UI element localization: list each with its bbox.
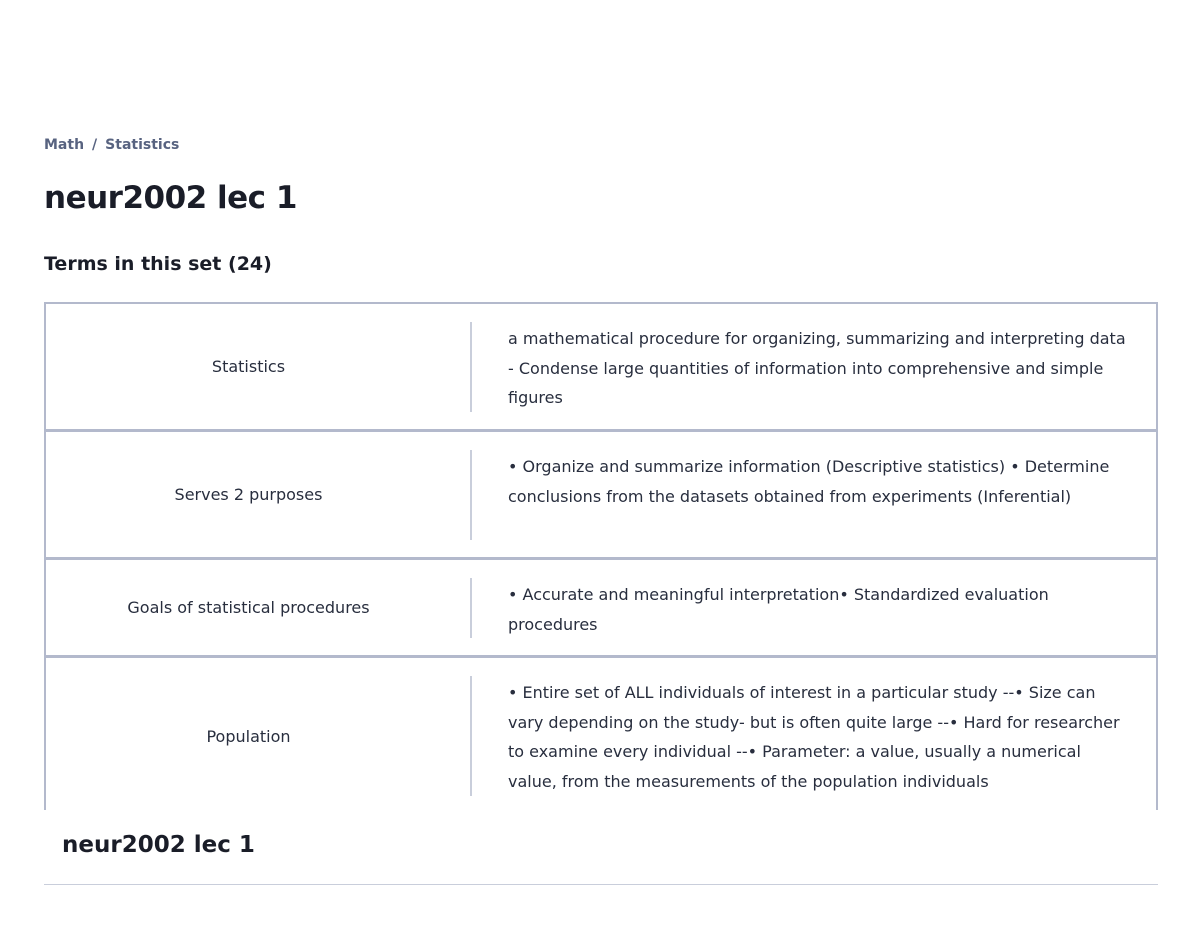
- term-row: [46, 304, 1156, 432]
- term-divider: [470, 578, 472, 638]
- term-word: Statistics: [211, 357, 286, 376]
- term-divider: [470, 676, 472, 796]
- term-word: Serves 2 purposes: [174, 485, 323, 504]
- term-word: Population: [206, 726, 291, 746]
- term-definition: • Organize and summarize information (Descriptive statistics) • Determine conclusions from the datasets obtained from experiments (Inferential): [508, 457, 1110, 506]
- term-row: [46, 432, 1156, 560]
- breadcrumb-item-statistics[interactable]: Statistics: [105, 137, 180, 153]
- term-definition: • Entire set of ALL individuals of interest in a particular study --• Size can vary depending on the study- but is often quite large --• Hard for researcher to examine every individual --• Parameter: a value, usually a numerical value, from the measurements of the population individuals: [508, 683, 1120, 791]
- page-title: neur2002 lec 1: [44, 180, 297, 216]
- footer-title: neur2002 lec 1: [62, 832, 255, 858]
- breadcrumb-separator: /: [92, 137, 98, 153]
- terms-list: [44, 302, 1158, 810]
- breadcrumb-item-math[interactable]: Math: [44, 137, 85, 153]
- term-row: [46, 658, 1156, 810]
- term-definition: a mathematical procedure for organizing, summarizing and interpreting data - Condense large quantities of information into comprehensive and simple figures: [508, 329, 1126, 407]
- terms-count-heading: Terms in this set (24): [44, 253, 272, 275]
- term-row: [46, 560, 1156, 658]
- term-divider: [470, 450, 472, 540]
- breadcrumb: [44, 137, 179, 153]
- term-word: Goals of statistical procedures: [127, 598, 370, 617]
- term-definition: • Accurate and meaningful interpretation• Standardized evaluation procedures: [508, 585, 1049, 634]
- footer-divider: [44, 884, 1158, 885]
- term-divider: [470, 322, 472, 412]
